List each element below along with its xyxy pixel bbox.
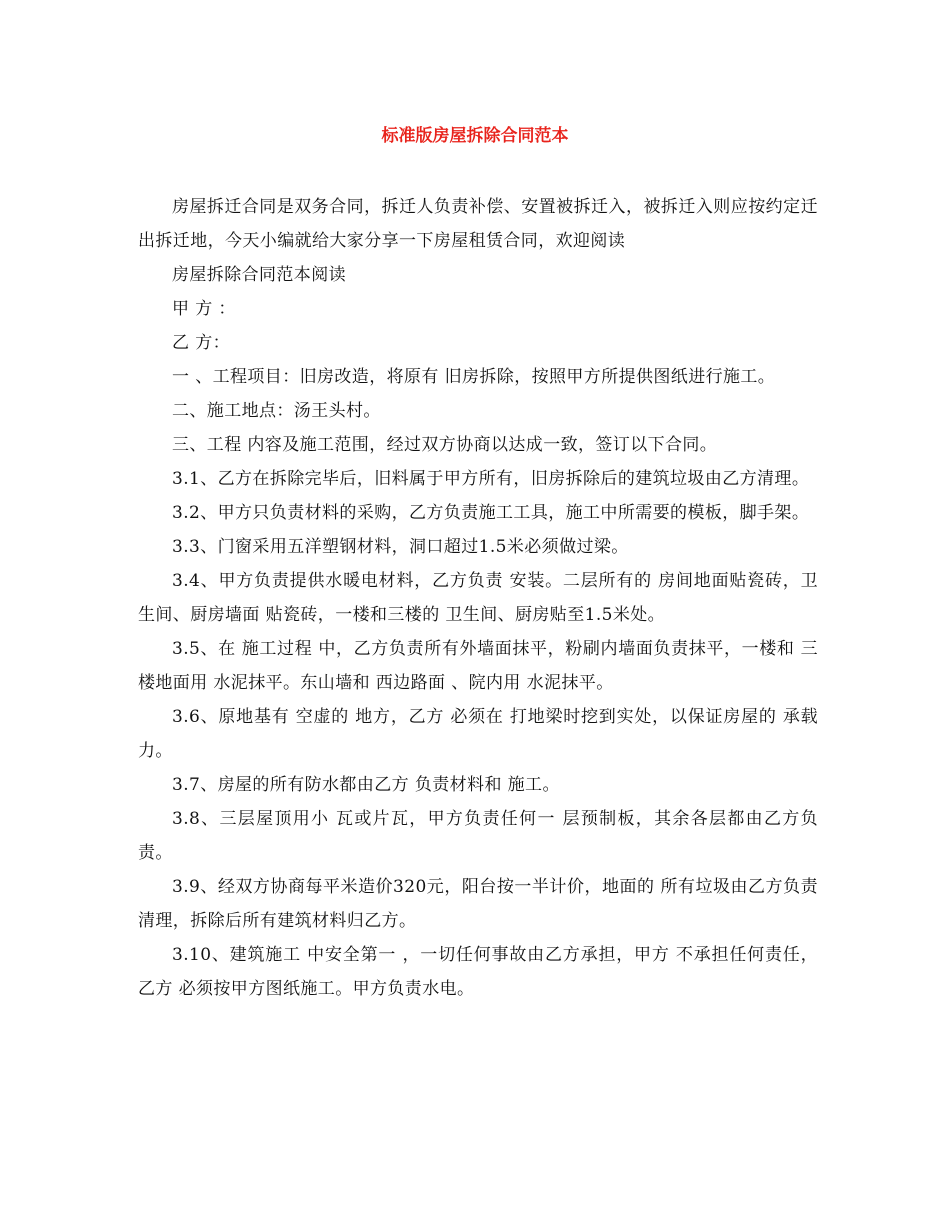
clause-3-4: 3.4、甲方负责提供水暖电材料，乙方负责 安装。二层所有的 房间地面贴瓷砖，卫生间、厨房墙面 贴瓷砖，一楼和三楼的 卫生间、厨房贴至1.5米处。	[138, 571, 818, 625]
clause-3-6: 3.6、原地基有 空虚的 地方，乙方 必须在 打地梁时挖到实处，以保证房屋的 承载力。	[138, 707, 818, 761]
clause-3-10: 3.10、建筑施工 中安全第一 ，一切任何事故由乙方承担，甲方 不承担任何责任，乙方 必须按甲方图纸施工。甲方负责水电。	[138, 945, 818, 999]
paragraph-intro: 房屋拆迁合同是双务合同，拆迁人负责补偿、安置被拆迁入，被拆迁入则应按约定迁出拆迁地，今天小编就给大家分享一下房屋租赁合同，欢迎阅读	[138, 197, 818, 251]
document-body	[138, 190, 818, 1006]
party-a-line: 甲 方 ：	[172, 299, 236, 319]
clause-3-3: 3.3、门窗采用五洋塑钢材料，洞口超过1.5米必须做过梁。	[172, 537, 629, 557]
clause-project: 一 、工程项目：旧房改造，将原有 旧房拆除，按照甲方所提供图纸进行施工。	[172, 367, 776, 387]
clause-scope: 三、工程 内容及施工范围，经过双方协商以达成一致，签订以下合同。	[172, 435, 718, 455]
clause-3-8: 3.8、三层屋顶用小 瓦或片瓦，甲方负责任何一 层预制板，其余各层都由乙方负责。	[138, 809, 818, 863]
document-title: 标准版房屋拆除合同范本	[381, 126, 569, 146]
clause-location: 二、施工地点：汤王头村。	[172, 401, 381, 421]
clause-3-9: 3.9、经双方协商每平米造价320元，阳台按一半计价，地面的 所有垃圾由乙方负责清理，拆除后所有建筑材料归乙方。	[138, 877, 818, 931]
clause-3-5: 3.5、在 施工过程 中，乙方负责所有外墙面抹平，粉刷内墙面负责抹平，一楼和 三楼地面用 水泥抹平。东山墙和 西边路面 、院内用 水泥抹平。	[138, 639, 818, 693]
party-b-line: 乙 方：	[172, 333, 231, 353]
clause-3-7: 3.7、房屋的所有防水都由乙方 负责材料和 施工。	[172, 775, 560, 795]
paragraph-heading: 房屋拆除合同范本阅读	[172, 265, 346, 285]
clause-3-1: 3.1、乙方在拆除完毕后，旧料属于甲方所有，旧房拆除后的建筑垃圾由乙方清理。	[172, 469, 810, 489]
clause-3-2: 3.2、甲方只负责材料的采购，乙方负责施工工具，施工中所需要的模板，脚手架。	[172, 503, 810, 523]
